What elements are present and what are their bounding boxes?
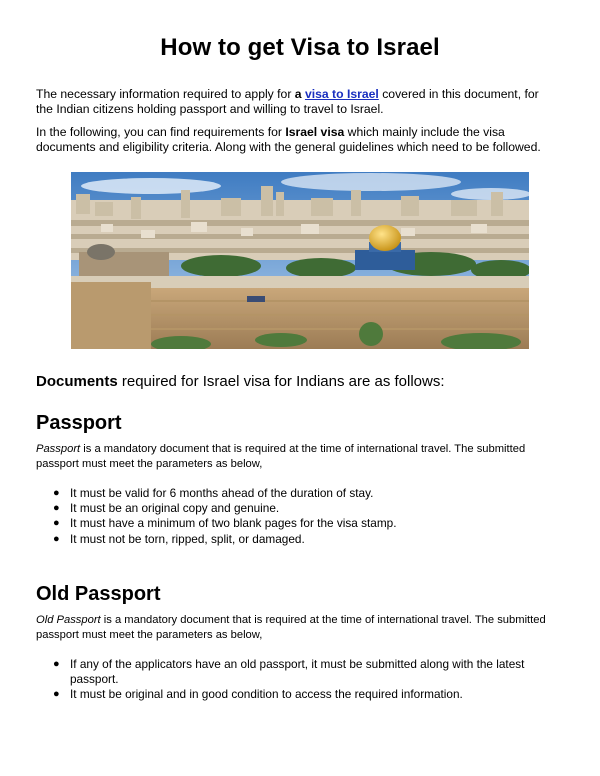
intro-paragraph-1: The necessary information required to apply for a visa to Israel covered in this document, for the Indian citizens holding passport and willing to travel to Israel. — [36, 87, 539, 116]
intro-paragraph-2: In the following, you can find requirements for Israel visa which mainly include the visa documents and eligibility criteria. Along with the general guidelines which need to be followed. — [36, 125, 541, 154]
old-passport-requirements-list — [0, 657, 530, 703]
list-item: ● It must not be torn, ripped, split, or damaged. — [53, 531, 305, 546]
list-item: ● It must be an original copy and genuine. — [53, 501, 280, 516]
bullet-icon: ● — [53, 517, 60, 530]
page-title: How to get Visa to Israel — [160, 34, 440, 61]
passport-requirements-list — [0, 486, 530, 547]
passport-heading: Passport — [36, 412, 122, 434]
list-item: ● It must have a minimum of two blank pages for the visa stamp. — [53, 516, 397, 531]
bullet-icon: ● — [53, 532, 60, 545]
documents-intro-line: Documents required for Israel visa for Indians are as follows: — [36, 373, 445, 390]
bullet-icon: ● — [53, 688, 60, 701]
old-passport-description: Old Passport is a mandatory document that is required at the time of international travel. The submitted passport must meet the parameters as below, — [36, 614, 546, 641]
list-item: ● It must be original and in good condition to access the required information. — [53, 687, 463, 702]
passport-description: Passport is a mandatory document that is required at the time of international travel. The submitted passport must meet the parameters as below, — [36, 443, 526, 470]
old-passport-heading: Old Passport — [36, 583, 161, 605]
bullet-icon: ● — [53, 487, 60, 499]
list-item: ● If any of the applicators have an old passport, it must be submitted along with the latest passport. — [53, 657, 525, 687]
bullet-icon: ● — [53, 502, 60, 515]
jerusalem-cityscape-photo — [71, 172, 529, 349]
bullet-icon: ● — [53, 658, 60, 670]
list-item: ● It must be valid for 6 months ahead of the duration of stay. — [53, 486, 374, 500]
visa-to-israel-link[interactable]: visa to Israel — [304, 87, 379, 101]
